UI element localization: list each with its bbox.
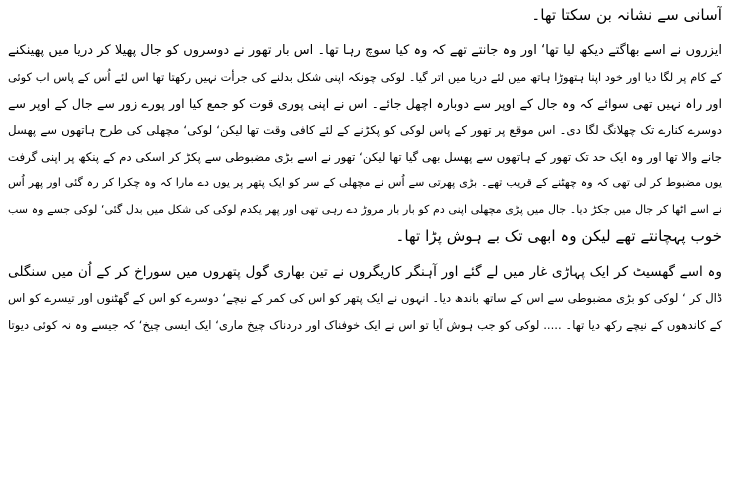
text-line: جانے والا تھا اور وہ ایک حد تک تھور کے ہاتھوں سے پھسل بھی گیا تھا لیکن‘ تھور نے اسے بڑی مضبوطی سے پکڑ کر اسکی دم کے پنکھ پر اپنی گرفت xyxy=(8,149,722,164)
text-line: ایزروں نے اسے بھاگتے دیکھ لیا تھا‘ اور وہ جانتے تھے کہ وہ کیا سوچ رہا تھا۔ اس بار تھور نے دوسروں کو جال پھیلا کر دریا میں پھینکنے xyxy=(8,42,722,58)
text-line: کے کاندھوں کے نیچے رکھ دیا تھا۔ ..... لوکی کو جب ہوش آیا تو اس نے ایک خوفناک اور دردناک چیخ ماری‘ ایک ایسی چیخ‘ کہ جیسے وہ نہ کوئی دیوتا xyxy=(8,317,722,332)
text-line: یوں مضبوط کر لی تھی کہ وہ چھٹنے کے قریب تھے۔ بڑی پھرتی سے اُس نے مچھلی کے سر کو ایک پتھر پر یوں دے مارا کہ وہ چکرا کر رہ گئی اور پھر اُس xyxy=(8,176,722,189)
text-line: وہ اسے گھسیٹ کر ایک پہاڑی غار میں لے گئے اور آہنگر کاریگروں نے تین بھاری گول پتھروں میں سوراخ کر کے اُن میں سنگلی xyxy=(8,263,722,280)
text-line: نے اسے اٹھا کر جال میں جکڑ دیا۔ جال میں پڑی مچھلی اپنی دم کو بار بار مروڑ دے رہی تھی اور پھر یکدم لوکی کی شکل میں بدل گئی‘ لوکی جسے وہ سب xyxy=(8,202,722,216)
text-line: دوسرے کنارے تک چھلانگ لگا دی۔ اس موقع پر تھور کے پاس لوکی کو پکڑنے کے لئے کافی وقت تھا لیکن‘ لوکی‘ مچھلی کی طرح ہاتھوں سے پھسل xyxy=(8,123,722,137)
text-line: اور راہ نہیں تھی سوائے کہ وہ جال کے اوپر سے دوبارہ اچھل جائے۔ اس نے اپنی پوری قوت کو جمع کیا اور پورے زور سے جال کے اوپر سے xyxy=(8,95,722,111)
text-line: کے کام پر لگا دیا اور خود اپنا ہتھوڑا ہاتھ میں لئے دریا میں اتر گیا۔ لوکی چونکہ اپنی شکل بدلنے کی جرأت نہیں رکھتا تھا اس لئے اُس کے پاس اب کوئی xyxy=(8,70,722,84)
paragraph-2 xyxy=(8,38,722,250)
text-line: ڈال کر ‘ لوکی کو بڑی مضبوطی سے اس کے ساتھ باندھ دیا۔ انہوں نے ایک پتھر کو اس کی کمر کے نیچے‘ دوسرے کو اس کے گھٹنوں اور تیسرے کو اس xyxy=(8,291,722,305)
paragraph-1 xyxy=(8,2,722,29)
paragraph-3 xyxy=(8,259,722,339)
text-line: خوب پہچانتے تھے لیکن وہ ابھی تک بے ہوش پڑا تھا۔ xyxy=(395,227,722,245)
paragraph-gap xyxy=(8,29,722,38)
paragraph-gap xyxy=(8,250,722,259)
text-line: آسانی سے نشانہ بن سکتا تھا۔ xyxy=(531,6,722,24)
